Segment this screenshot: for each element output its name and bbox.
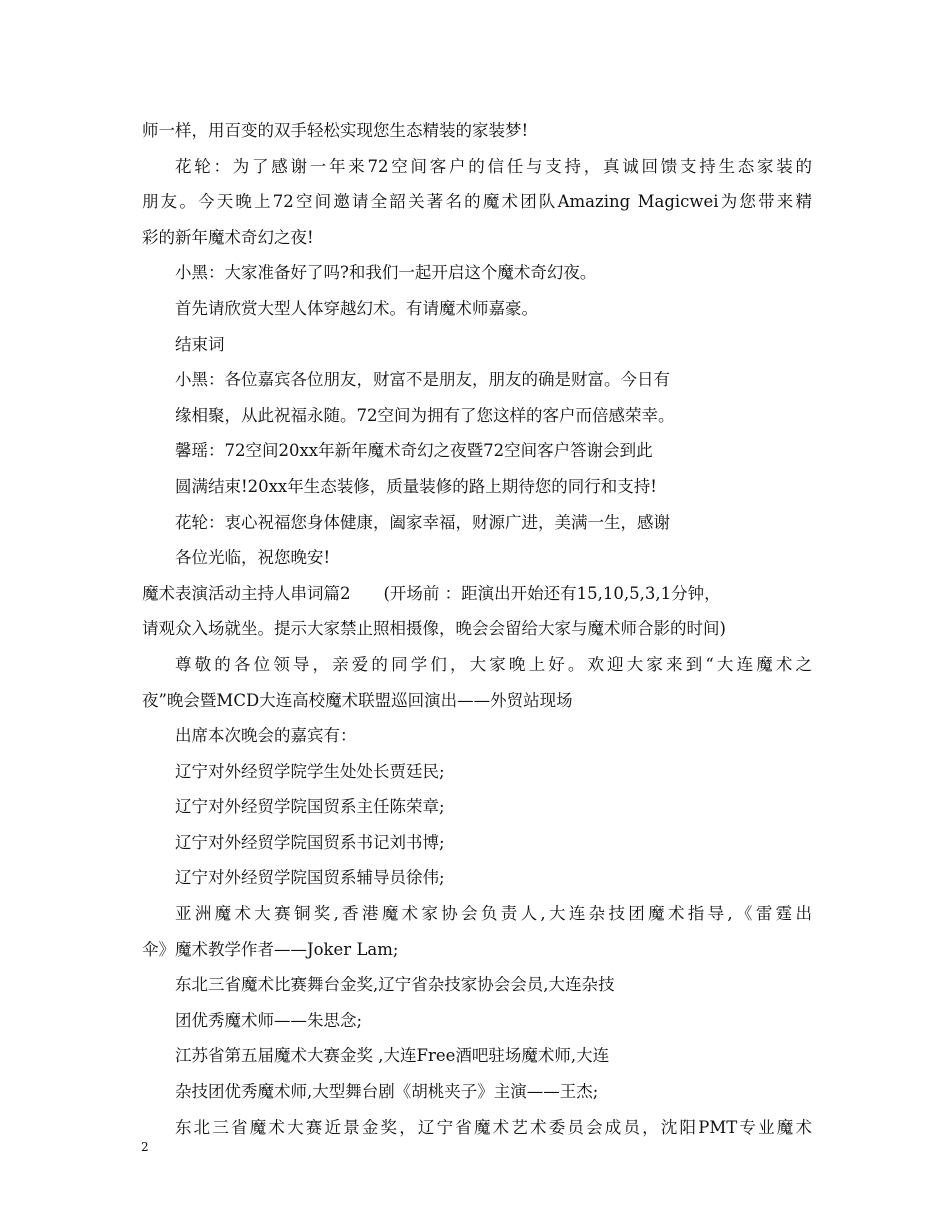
text-line: 请观众入场就坐。提示大家禁止照相摄像，晚会会留给大家与魔术师合影的时间)	[142, 619, 726, 639]
text-line: 首先请欣赏大型人体穿越幻术。有请魔术师嘉豪。	[175, 298, 538, 318]
document-body	[142, 113, 812, 1145]
section-heading: 结束词	[175, 334, 225, 354]
guest-line: 伞》魔术教学作者——Joker Lam;	[142, 939, 399, 959]
text-line: 朋友。今天晚上72空间邀请全韶关著名的魔术团队Amazing Magicwei为您带来精	[142, 192, 812, 212]
text-line: 夜”晚会暨MCD大连高校魔术联盟巡回演出——外贸站现场	[142, 690, 573, 710]
text-line: 尊敬的各位领导，亲爱的同学们，大家晚上好。欢迎大家来到“大连魔术之	[175, 654, 812, 674]
guest-line: 辽宁对外经贸学院国贸系辅导员徐伟;	[175, 868, 445, 888]
text-line: 小黑：各位嘉宾各位朋友，财富不是朋友，朋友的确是财富。今日有	[175, 370, 670, 390]
page-number: 2	[141, 1140, 149, 1154]
guest-line: 团优秀魔术师——朱思念;	[175, 1010, 363, 1030]
text-line: 馨瑶：72空间20xx年新年魔术奇幻之夜暨72空间客户答谢会到此	[175, 441, 653, 461]
guest-line: 东北三省魔术比赛舞台金奖,辽宁省杂技家协会会员,大连杂技	[175, 975, 615, 995]
guest-line: 辽宁对外经贸学院国贸系主任陈荣章;	[175, 797, 445, 817]
text-line: 各位光临，祝您晚安!	[175, 548, 331, 568]
text-line: 花轮：为了感谢一年来72空间客户的信任与支持，真诚回馈支持生态家装的	[175, 156, 812, 176]
guest-line: 辽宁对外经贸学院国贸系书记刘书博;	[175, 832, 445, 852]
guest-line: 东北三省魔术大赛近景金奖，辽宁省魔术艺术委员会成员，沈阳PMT专业魔术	[175, 1117, 812, 1137]
guest-line: 江苏省第五届魔术大赛金奖 ,大连Free酒吧驻场魔术师,大连	[175, 1046, 610, 1066]
text-line: 花轮：衷心祝福您身体健康，阖家幸福，财源广进，美满一生，感谢	[175, 512, 670, 532]
text-line: 缘相聚，从此祝福永随。72空间为拥有了您这样的客户而倍感荣幸。	[175, 405, 675, 425]
guest-line: 辽宁对外经贸学院学生处处长贾廷民;	[175, 761, 445, 781]
text-line: 小黑：大家准备好了吗?和我们一起开启这个魔术奇幻夜。	[175, 263, 597, 283]
guest-line: 亚洲魔术大赛铜奖,香港魔术家协会负责人,大连杂技团魔术指导,《雷霆出	[175, 904, 812, 924]
text-line: 出席本次晚会的嘉宾有：	[175, 726, 357, 746]
guest-line: 杂技团优秀魔术师,大型舞台剧《胡桃夹子》主演——王杰;	[175, 1082, 599, 1102]
text-line: 师一样，用百变的双手轻松实现您生态精装的家装梦!	[142, 121, 529, 140]
article-title-line: 魔术表演活动主持人串词篇2 (开场前 ：距演出开始还有15,10,5,3,1分钟，	[142, 583, 721, 603]
text-line: 圆满结束!20xx年生态装修，质量装修的路上期待您的同行和支持!	[175, 476, 657, 496]
text-line: 彩的新年魔术奇幻之夜!	[142, 227, 314, 247]
